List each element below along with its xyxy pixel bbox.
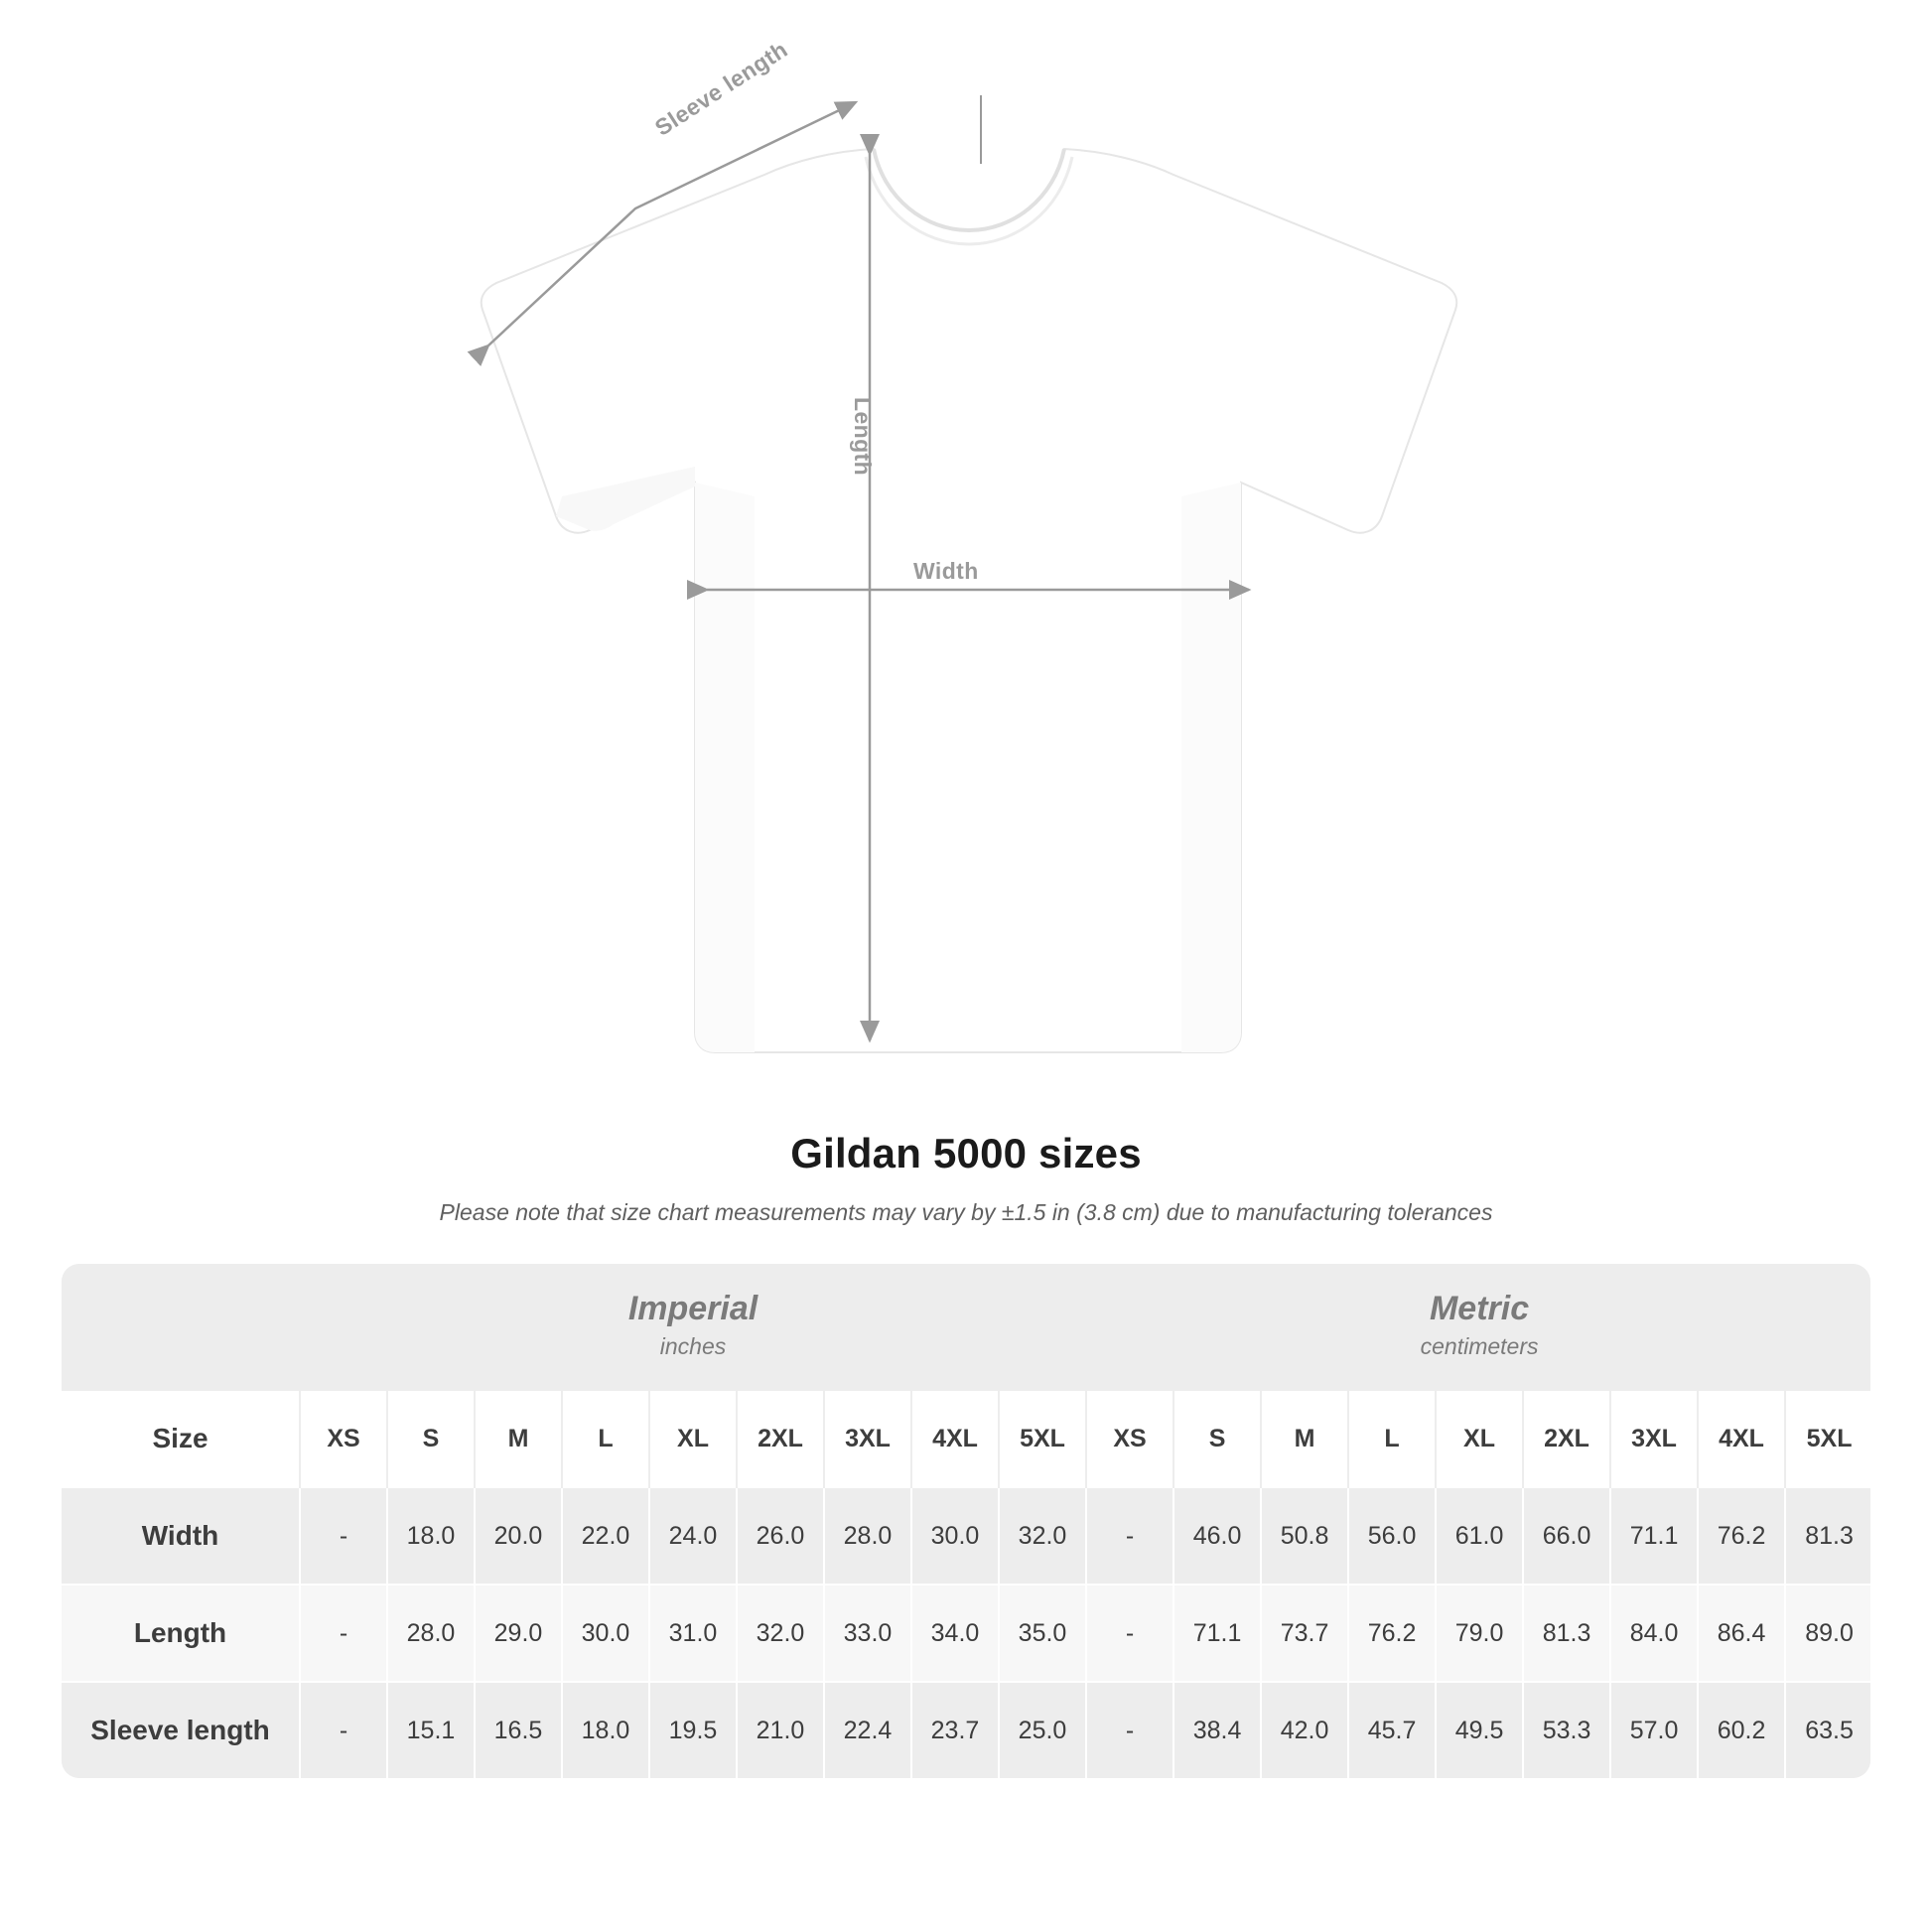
cell-sleeve-metric-s: 38.4: [1173, 1682, 1261, 1778]
cell-length-metric-3xl: 84.0: [1610, 1585, 1698, 1682]
unit-group-row: [62, 1264, 1870, 1391]
cell-width-imperial-5xl: 32.0: [999, 1487, 1086, 1585]
header-col-imperial-m: M: [475, 1391, 562, 1487]
cell-sleeve-imperial-2xl: 21.0: [737, 1682, 824, 1778]
cell-width-metric-xl: 61.0: [1436, 1487, 1523, 1585]
cell-sleeve-imperial-xl: 19.5: [649, 1682, 737, 1778]
table-header-row: [62, 1391, 1870, 1487]
unit-group-imperial-label: Imperial: [627, 1290, 759, 1328]
cell-sleeve-imperial-m: 16.5: [475, 1682, 562, 1778]
row-label-width: Width: [62, 1487, 300, 1585]
cell-sleeve-metric-m: 42.0: [1261, 1682, 1348, 1778]
cell-width-metric-5xl: 81.3: [1785, 1487, 1870, 1585]
header-col-imperial-2xl: 2XL: [737, 1391, 824, 1487]
header-col-imperial-xl: XL: [649, 1391, 737, 1487]
unit-group-metric: [1086, 1264, 1870, 1391]
header-col-metric-s: S: [1173, 1391, 1261, 1487]
cell-sleeve-imperial-4xl: 23.7: [911, 1682, 999, 1778]
header-col-imperial-4xl: 4XL: [911, 1391, 999, 1487]
cell-length-metric-s: 71.1: [1173, 1585, 1261, 1682]
row-label-length: Length: [62, 1585, 300, 1682]
tolerance-note: Please note that size chart measurements may vary by ±1.5 in (3.8 cm) due to manufacturing tolerances: [439, 1199, 1493, 1225]
cell-width-metric-l: 56.0: [1348, 1487, 1436, 1585]
unit-group-metric-label: Metric: [1429, 1290, 1530, 1328]
row-label-sleeve-length: Sleeve length: [62, 1682, 300, 1778]
header-col-imperial-l: L: [562, 1391, 649, 1487]
tshirt-shape: [482, 149, 1456, 1052]
cell-length-metric-l: 76.2: [1348, 1585, 1436, 1682]
cell-sleeve-metric-2xl: 53.3: [1523, 1682, 1610, 1778]
size-table-container: [62, 1264, 1870, 1778]
cell-width-imperial-xs: -: [300, 1487, 387, 1585]
header-col-metric-5xl: 5XL: [1785, 1391, 1870, 1487]
cell-width-imperial-xl: 24.0: [649, 1487, 737, 1585]
cell-length-metric-m: 73.7: [1261, 1585, 1348, 1682]
cell-length-metric-5xl: 89.0: [1785, 1585, 1870, 1682]
header-col-metric-l: L: [1348, 1391, 1436, 1487]
width-label: Width: [913, 558, 979, 584]
unit-group-metric-sub: centimeters: [1420, 1333, 1539, 1360]
header-size: Size: [62, 1391, 300, 1487]
unit-row-spacer: [62, 1264, 300, 1391]
cell-width-imperial-3xl: 28.0: [824, 1487, 911, 1585]
header-col-metric-m: M: [1261, 1391, 1348, 1487]
cell-length-imperial-xs: -: [300, 1585, 387, 1682]
cell-width-metric-2xl: 66.0: [1523, 1487, 1610, 1585]
size-table: [62, 1264, 1870, 1778]
header-col-imperial-xs: XS: [300, 1391, 387, 1487]
cell-width-metric-3xl: 71.1: [1610, 1487, 1698, 1585]
table-row: [62, 1585, 1870, 1682]
cell-width-imperial-4xl: 30.0: [911, 1487, 999, 1585]
header-col-metric-3xl: 3XL: [1610, 1391, 1698, 1487]
cell-width-metric-4xl: 76.2: [1698, 1487, 1785, 1585]
unit-group-imperial-sub: inches: [659, 1333, 727, 1360]
cell-width-imperial-s: 18.0: [387, 1487, 475, 1585]
cell-sleeve-imperial-xs: -: [300, 1682, 387, 1778]
table-row: [62, 1487, 1870, 1585]
cell-length-imperial-xl: 31.0: [649, 1585, 737, 1682]
cell-width-metric-xs: -: [1086, 1487, 1173, 1585]
header-col-imperial-s: S: [387, 1391, 475, 1487]
header-col-metric-4xl: 4XL: [1698, 1391, 1785, 1487]
header-col-metric-2xl: 2XL: [1523, 1391, 1610, 1487]
cell-width-imperial-l: 22.0: [562, 1487, 649, 1585]
header-col-metric-xl: XL: [1436, 1391, 1523, 1487]
cell-sleeve-imperial-l: 18.0: [562, 1682, 649, 1778]
cell-sleeve-imperial-s: 15.1: [387, 1682, 475, 1778]
cell-length-metric-xl: 79.0: [1436, 1585, 1523, 1682]
cell-sleeve-metric-5xl: 63.5: [1785, 1682, 1870, 1778]
table-row: [62, 1682, 1870, 1778]
cell-length-imperial-4xl: 34.0: [911, 1585, 999, 1682]
cell-width-metric-s: 46.0: [1173, 1487, 1261, 1585]
cell-sleeve-metric-3xl: 57.0: [1610, 1682, 1698, 1778]
cell-sleeve-metric-xl: 49.5: [1436, 1682, 1523, 1778]
header-col-metric-xs: XS: [1086, 1391, 1173, 1487]
cell-length-imperial-3xl: 33.0: [824, 1585, 911, 1682]
cell-sleeve-metric-4xl: 60.2: [1698, 1682, 1785, 1778]
cell-width-metric-m: 50.8: [1261, 1487, 1348, 1585]
cell-width-imperial-2xl: 26.0: [737, 1487, 824, 1585]
cell-length-imperial-m: 29.0: [475, 1585, 562, 1682]
length-label: Length: [850, 397, 876, 477]
cell-length-imperial-5xl: 35.0: [999, 1585, 1086, 1682]
cell-sleeve-metric-l: 45.7: [1348, 1682, 1436, 1778]
header-col-imperial-5xl: 5XL: [999, 1391, 1086, 1487]
cell-length-imperial-2xl: 32.0: [737, 1585, 824, 1682]
sleeve-length-label: Sleeve length: [650, 36, 792, 141]
unit-group-imperial: [300, 1264, 1086, 1391]
cell-length-metric-xs: -: [1086, 1585, 1173, 1682]
page-title: Gildan 5000 sizes: [790, 1130, 1142, 1176]
header-col-imperial-3xl: 3XL: [824, 1391, 911, 1487]
cell-sleeve-imperial-3xl: 22.4: [824, 1682, 911, 1778]
cell-length-metric-2xl: 81.3: [1523, 1585, 1610, 1682]
cell-length-imperial-s: 28.0: [387, 1585, 475, 1682]
cell-width-imperial-m: 20.0: [475, 1487, 562, 1585]
cell-sleeve-imperial-5xl: 25.0: [999, 1682, 1086, 1778]
title-block: [0, 1130, 1932, 1226]
cell-sleeve-metric-xs: -: [1086, 1682, 1173, 1778]
cell-length-imperial-l: 30.0: [562, 1585, 649, 1682]
cell-length-metric-4xl: 86.4: [1698, 1585, 1785, 1682]
